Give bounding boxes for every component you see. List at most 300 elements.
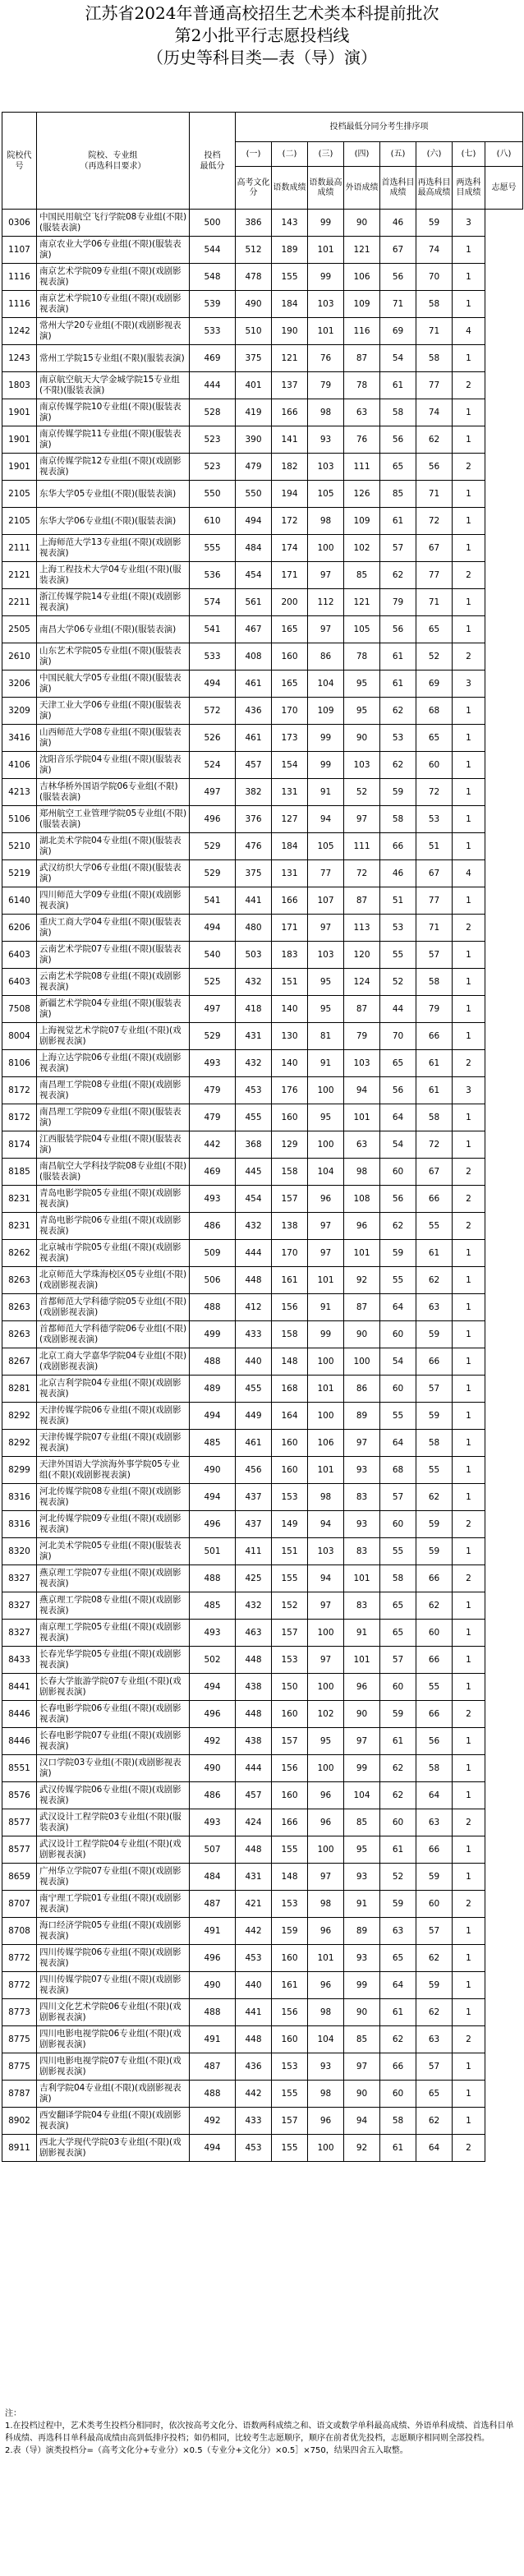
table-row xyxy=(2,996,523,1023)
cell-rank-7: 1 xyxy=(453,1538,485,1565)
cell-rank-4: 63 xyxy=(344,1131,380,1159)
table-row xyxy=(2,264,523,291)
cell-major-group: 南京农业大学06专业组(不限)(服装表演) xyxy=(37,237,190,264)
cell-rank-7: 1 xyxy=(453,1294,485,1321)
cell-major-group: 南京艺术学院10专业组(不限)(戏剧影视表演) xyxy=(37,291,190,318)
cell-rank-7: 1 xyxy=(453,2081,485,2108)
cell-rank-3: 106 xyxy=(308,1430,344,1457)
cell-rank-3: 96 xyxy=(308,1809,344,1836)
cell-rank-7: 1 xyxy=(453,1620,485,1647)
cell-rank-4: 95 xyxy=(344,670,380,698)
document-title xyxy=(0,0,524,108)
cell-rank-2: 138 xyxy=(272,1213,308,1240)
table-row xyxy=(2,1267,523,1294)
cell-rank-3: 99 xyxy=(308,1321,344,1348)
cell-rank-4: 97 xyxy=(344,1728,380,1755)
cell-min-score: 529 xyxy=(190,1023,236,1050)
cell-code: 5219 xyxy=(2,860,37,887)
cell-rank-7: 1 xyxy=(453,752,485,779)
cell-rank-6: 66 xyxy=(416,1023,453,1050)
cell-rank-7: 1 xyxy=(453,1592,485,1620)
cell-code: 7508 xyxy=(2,996,37,1023)
cell-rank-5: 46 xyxy=(380,210,416,237)
cell-major-group: 南宁理工学院01专业组(不限)(戏剧影视表演) xyxy=(37,1891,190,1918)
cell-rank-7: 1 xyxy=(453,426,485,454)
cell-rank-5: 65 xyxy=(380,1945,416,1972)
cell-code: 8316 xyxy=(2,1511,37,1538)
cell-code: 1243 xyxy=(2,345,37,372)
cell-rank-6: 56 xyxy=(416,454,453,481)
table-row xyxy=(2,399,523,426)
cell-rank-5: 54 xyxy=(380,1131,416,1159)
cell-min-score: 496 xyxy=(190,1701,236,1728)
table-row xyxy=(2,1728,523,1755)
cell-rank-2: 121 xyxy=(272,345,308,372)
cell-rank-4: 87 xyxy=(344,887,380,915)
cell-rank-2: 166 xyxy=(272,887,308,915)
cell-major-group: 南昌航空大学科技学院08专业组(不限)(服装表演) xyxy=(37,1159,190,1186)
cell-major-group: 南京艺术学院09专业组(不限)(戏剧影视表演) xyxy=(37,264,190,291)
cell-rank-2: 151 xyxy=(272,1538,308,1565)
cell-rank-7: 3 xyxy=(453,1077,485,1104)
cell-major-group: 山东艺术学院05专业组(不限)(服装表演) xyxy=(37,643,190,670)
cell-rank-6: 72 xyxy=(416,1131,453,1159)
cell-min-score: 487 xyxy=(190,1891,236,1918)
table-row xyxy=(2,698,523,725)
table-row xyxy=(2,2081,523,2108)
cell-rank-6: 57 xyxy=(416,942,453,969)
cell-min-score: 484 xyxy=(190,1864,236,1891)
cell-rank-6: 58 xyxy=(416,1430,453,1457)
cell-rank-2: 157 xyxy=(272,1620,308,1647)
cell-rank-3: 76 xyxy=(308,345,344,372)
cell-rank-7: 1 xyxy=(453,2053,485,2081)
cell-min-score: 469 xyxy=(190,1159,236,1186)
cell-code: 8299 xyxy=(2,1457,37,1484)
table-row xyxy=(2,860,523,887)
cell-rank-2: 154 xyxy=(272,752,308,779)
cell-rank-1: 437 xyxy=(236,1511,272,1538)
cell-min-score: 500 xyxy=(190,210,236,237)
cell-rank-3: 98 xyxy=(308,508,344,535)
cell-rank-4: 78 xyxy=(344,372,380,399)
cell-rank-1: 436 xyxy=(236,698,272,725)
cell-rank-1: 448 xyxy=(236,1647,272,1674)
table-row xyxy=(2,1511,523,1538)
cell-rank-2: 160 xyxy=(272,1457,308,1484)
cell-rank-7: 1 xyxy=(453,942,485,969)
notes-item-1: 1.在投档过程中，艺术类考生投档分相同时，依次按高考文化分、语数两科成绩之和、语文或数学单科最高成绩、外语单科成绩、首选科目单科成绩、再选科目单科最高成绩由高到低排序投档；如仍相同，比较考生志愿顺序，顺序在前者优先投档，志愿顺序相同则全部投档。 xyxy=(5,2422,514,2443)
cell-rank-2: 166 xyxy=(272,1809,308,1836)
cell-code: 2111 xyxy=(2,535,37,562)
cell-rank-6: 74 xyxy=(416,399,453,426)
cell-rank-5: 57 xyxy=(380,535,416,562)
cell-major-group: 中国民航大学05专业组(不限)(服装表演) xyxy=(37,670,190,698)
cell-rank-6: 68 xyxy=(416,698,453,725)
cell-rank-1: 441 xyxy=(236,1999,272,2026)
cell-min-score: 490 xyxy=(190,1755,236,1782)
cell-rank-3: 94 xyxy=(308,1565,344,1592)
cell-major-group: 首都师范大学科德学院05专业组(不限)(戏剧影视表演) xyxy=(37,1294,190,1321)
cell-rank-6: 72 xyxy=(416,508,453,535)
cell-rank-1: 401 xyxy=(236,372,272,399)
cell-rank-1: 438 xyxy=(236,1674,272,1701)
cell-min-score: 496 xyxy=(190,1945,236,1972)
cell-min-score: 610 xyxy=(190,508,236,535)
cell-rank-6: 66 xyxy=(416,1836,453,1864)
cell-min-score: 525 xyxy=(190,969,236,996)
cell-rank-4: 102 xyxy=(344,535,380,562)
cell-rank-6: 51 xyxy=(416,833,453,860)
cell-rank-5: 62 xyxy=(380,752,416,779)
cell-major-group: 长春电影学院07专业组(不限)(戏剧影视表演) xyxy=(37,1728,190,1755)
cell-rank-6: 60 xyxy=(416,752,453,779)
cell-rank-3: 109 xyxy=(308,698,344,725)
cell-rank-1: 441 xyxy=(236,887,272,915)
cell-rank-3: 77 xyxy=(308,860,344,887)
cell-min-score: 490 xyxy=(190,1972,236,1999)
cell-rank-3: 100 xyxy=(308,1077,344,1104)
cell-rank-4: 87 xyxy=(344,996,380,1023)
cell-rank-7: 1 xyxy=(453,1240,485,1267)
cell-min-score: 496 xyxy=(190,1511,236,1538)
cell-code: 8446 xyxy=(2,1701,37,1728)
cell-major-group: 云南艺术学院08专业组(不限)(戏剧影视表演) xyxy=(37,969,190,996)
cell-rank-5: 61 xyxy=(380,1728,416,1755)
cell-rank-7: 1 xyxy=(453,345,485,372)
cell-rank-7: 4 xyxy=(453,860,485,887)
cell-rank-2: 155 xyxy=(272,264,308,291)
cell-rank-5: 53 xyxy=(380,915,416,942)
header-sub-3: 语数最高成绩 xyxy=(308,167,344,210)
cell-min-score: 492 xyxy=(190,2108,236,2135)
cell-code: 8551 xyxy=(2,1755,37,1782)
cell-code: 2121 xyxy=(2,562,37,589)
cell-rank-7: 1 xyxy=(453,1321,485,1348)
cell-rank-7: 2 xyxy=(453,2135,485,2162)
table-row xyxy=(2,372,523,399)
cell-rank-5: 58 xyxy=(380,399,416,426)
cell-rank-4: 97 xyxy=(344,806,380,833)
cell-rank-5: 85 xyxy=(380,481,416,508)
cell-rank-5: 59 xyxy=(380,1891,416,1918)
cell-rank-2: 153 xyxy=(272,2053,308,2081)
cell-rank-6: 58 xyxy=(416,969,453,996)
cell-rank-6: 56 xyxy=(416,1728,453,1755)
cell-rank-5: 57 xyxy=(380,1647,416,1674)
cell-rank-7: 1 xyxy=(453,1267,485,1294)
notes-heading: 注： xyxy=(5,2409,21,2418)
cell-rank-2: 130 xyxy=(272,1023,308,1050)
cell-major-group: 天津传媒学院06专业组(不限)(戏剧影视表演) xyxy=(37,1403,190,1430)
cell-major-group: 天津传媒学院07专业组(不限)(戏剧影视表演) xyxy=(37,1430,190,1457)
cell-rank-3: 105 xyxy=(308,481,344,508)
cell-rank-7: 1 xyxy=(453,589,485,616)
cell-code: 8174 xyxy=(2,1131,37,1159)
cell-rank-5: 44 xyxy=(380,996,416,1023)
cell-rank-7: 1 xyxy=(453,969,485,996)
cell-rank-5: 79 xyxy=(380,589,416,616)
cell-min-score: 548 xyxy=(190,264,236,291)
cell-rank-3: 104 xyxy=(308,1159,344,1186)
cell-rank-4: 106 xyxy=(344,264,380,291)
cell-rank-1: 442 xyxy=(236,1918,272,1945)
cell-major-group: 四川传媒学院06专业组(不限)(戏剧影视表演) xyxy=(37,1945,190,1972)
cell-rank-7: 1 xyxy=(453,1836,485,1864)
cell-rank-7: 3 xyxy=(453,210,485,237)
title-line-2: 第2小批平行志愿投档线 xyxy=(174,25,350,45)
cell-code: 8320 xyxy=(2,1538,37,1565)
cell-rank-5: 61 xyxy=(380,1999,416,2026)
cell-rank-3: 95 xyxy=(308,1104,344,1131)
table-row xyxy=(2,915,523,942)
cell-rank-7: 1 xyxy=(453,806,485,833)
cell-rank-1: 440 xyxy=(236,1972,272,1999)
table-row xyxy=(2,887,523,915)
cell-major-group: 河北美术学院05专业组(不限)(服装表演) xyxy=(37,1538,190,1565)
cell-rank-4: 98 xyxy=(344,1159,380,1186)
cell-rank-1: 421 xyxy=(236,1891,272,1918)
cell-rank-6: 67 xyxy=(416,860,453,887)
cell-major-group: 海口经济学院05专业组(不限)(戏剧影视表演) xyxy=(37,1918,190,1945)
cell-rank-3: 97 xyxy=(308,1647,344,1674)
cell-rank-3: 95 xyxy=(308,969,344,996)
cell-rank-6: 59 xyxy=(416,1403,453,1430)
table-row xyxy=(2,1891,523,1918)
cell-rank-2: 127 xyxy=(272,806,308,833)
cell-rank-6: 66 xyxy=(416,1565,453,1592)
cell-major-group: 燕京理工学院07专业组(不限)(戏剧影视表演) xyxy=(37,1565,190,1592)
cell-rank-1: 368 xyxy=(236,1131,272,1159)
cell-rank-5: 62 xyxy=(380,1755,416,1782)
cell-rank-3: 91 xyxy=(308,1294,344,1321)
cell-rank-6: 52 xyxy=(416,643,453,670)
table-row xyxy=(2,426,523,454)
cell-rank-6: 67 xyxy=(416,1159,453,1186)
table-row xyxy=(2,508,523,535)
cell-rank-3: 99 xyxy=(308,752,344,779)
cell-rank-5: 59 xyxy=(380,1701,416,1728)
cell-rank-4: 90 xyxy=(344,1701,380,1728)
cell-rank-5: 67 xyxy=(380,237,416,264)
cell-min-score: 502 xyxy=(190,1647,236,1674)
cell-rank-2: 172 xyxy=(272,508,308,535)
cell-rank-6: 57 xyxy=(416,2053,453,2081)
cell-min-score: 493 xyxy=(190,1050,236,1077)
table-row xyxy=(2,562,523,589)
cell-rank-1: 494 xyxy=(236,508,272,535)
table-row xyxy=(2,725,523,752)
cell-rank-5: 64 xyxy=(380,1104,416,1131)
cell-rank-7: 2 xyxy=(453,643,485,670)
cell-rank-2: 157 xyxy=(272,1728,308,1755)
notes xyxy=(5,2408,521,2457)
cell-major-group: 燕京理工学院08专业组(不限)(戏剧影视表演) xyxy=(37,1592,190,1620)
cell-rank-7: 1 xyxy=(453,779,485,806)
cell-major-group: 常州大学20专业组(不限)(戏剧影视表演) xyxy=(37,318,190,345)
cell-code: 8708 xyxy=(2,1918,37,1945)
cell-major-group: 北京吉利学院04专业组(不限)(戏剧影视表演) xyxy=(37,1376,190,1403)
cell-rank-7: 2 xyxy=(453,1701,485,1728)
cell-rank-1: 455 xyxy=(236,1104,272,1131)
cell-rank-7: 1 xyxy=(453,1348,485,1376)
table-row xyxy=(2,670,523,698)
cell-rank-3: 95 xyxy=(308,1728,344,1755)
cell-rank-4: 124 xyxy=(344,969,380,996)
table-row xyxy=(2,589,523,616)
cell-rank-5: 55 xyxy=(380,942,416,969)
cell-rank-5: 60 xyxy=(380,1511,416,1538)
header-rank-7: (七) xyxy=(453,142,485,167)
cell-major-group: 江西服装学院04专业组(不限)(服装表演) xyxy=(37,1131,190,1159)
cell-rank-3: 98 xyxy=(308,1999,344,2026)
cell-code: 8787 xyxy=(2,2081,37,2108)
cell-rank-7: 1 xyxy=(453,616,485,643)
cell-rank-3: 95 xyxy=(308,996,344,1023)
table-row xyxy=(2,2135,523,2162)
cell-code: 3206 xyxy=(2,670,37,698)
cell-rank-5: 68 xyxy=(380,1457,416,1484)
header-rank-2: (二) xyxy=(272,142,308,167)
cell-rank-3: 101 xyxy=(308,1945,344,1972)
cell-rank-5: 58 xyxy=(380,2108,416,2135)
cell-major-group: 汉口学院03专业组(不限)(戏剧影视表演) xyxy=(37,1755,190,1782)
cell-rank-1: 490 xyxy=(236,291,272,318)
table-row xyxy=(2,1484,523,1511)
cell-code: 8185 xyxy=(2,1159,37,1186)
table-row xyxy=(2,1538,523,1565)
title-line-1: 江苏省2024年普通高校招生艺术类本科提前批次 xyxy=(85,3,439,23)
cell-major-group: 上海工程技术大学04专业组(不限)(服装表演) xyxy=(37,562,190,589)
cell-rank-3: 99 xyxy=(308,264,344,291)
cell-rank-1: 432 xyxy=(236,969,272,996)
cell-rank-6: 53 xyxy=(416,806,453,833)
cell-min-score: 499 xyxy=(190,1321,236,1348)
cell-rank-7: 1 xyxy=(453,833,485,860)
cell-rank-1: 510 xyxy=(236,318,272,345)
cell-code: 2610 xyxy=(2,643,37,670)
cell-rank-4: 90 xyxy=(344,1321,380,1348)
cell-rank-2: 153 xyxy=(272,1891,308,1918)
header-rank-5: (五) xyxy=(380,142,416,167)
cell-code: 5106 xyxy=(2,806,37,833)
cell-rank-1: 433 xyxy=(236,2108,272,2135)
cell-rank-1: 503 xyxy=(236,942,272,969)
cell-rank-4: 121 xyxy=(344,589,380,616)
header-sub-8: 志愿号 xyxy=(485,167,523,210)
cell-rank-2: 161 xyxy=(272,1267,308,1294)
cell-rank-4: 101 xyxy=(344,1647,380,1674)
table-row xyxy=(2,1918,523,1945)
cell-rank-2: 157 xyxy=(272,1186,308,1213)
cell-rank-3: 96 xyxy=(308,1186,344,1213)
cell-rank-1: 376 xyxy=(236,806,272,833)
cell-rank-2: 148 xyxy=(272,1348,308,1376)
cell-rank-7: 1 xyxy=(453,399,485,426)
cell-code: 8773 xyxy=(2,1999,37,2026)
header-sub-6: 再选科目最高成绩 xyxy=(416,167,453,210)
cell-rank-2: 131 xyxy=(272,779,308,806)
cell-min-score: 536 xyxy=(190,562,236,589)
cell-rank-7: 2 xyxy=(453,1213,485,1240)
cell-code: 1242 xyxy=(2,318,37,345)
cell-min-score: 529 xyxy=(190,860,236,887)
cell-rank-2: 160 xyxy=(272,1782,308,1809)
cell-rank-4: 85 xyxy=(344,1809,380,1836)
cell-major-group: 河北传媒学院08专业组(不限)(戏剧影视表演) xyxy=(37,1484,190,1511)
cell-major-group: 南京传媒学院12专业组(不限)(戏剧影视表演) xyxy=(37,454,190,481)
cell-rank-7: 2 xyxy=(453,454,485,481)
cell-rank-2: 155 xyxy=(272,2135,308,2162)
cell-code: 8577 xyxy=(2,1809,37,1836)
cell-major-group: 四川传媒学院07专业组(不限)(戏剧影视表演) xyxy=(37,1972,190,1999)
cell-rank-1: 432 xyxy=(236,1213,272,1240)
cell-rank-4: 87 xyxy=(344,345,380,372)
cell-rank-2: 158 xyxy=(272,1321,308,1348)
cell-major-group: 天津工业大学06专业组(不限)(服装表演) xyxy=(37,698,190,725)
header-rank-8: (八) xyxy=(485,142,523,167)
cell-rank-2: 155 xyxy=(272,1565,308,1592)
cell-rank-3: 93 xyxy=(308,426,344,454)
cell-min-score: 539 xyxy=(190,291,236,318)
table-row xyxy=(2,1457,523,1484)
cell-rank-5: 69 xyxy=(380,318,416,345)
cell-major-group: 长春电影学院06专业组(不限)(戏剧影视表演) xyxy=(37,1701,190,1728)
cell-major-group: 青岛电影学院05专业组(不限)(戏剧影视表演) xyxy=(37,1186,190,1213)
cell-code: 8911 xyxy=(2,2135,37,2162)
cell-rank-5: 64 xyxy=(380,1972,416,1999)
cell-rank-7: 2 xyxy=(453,1809,485,1836)
table-row xyxy=(2,1131,523,1159)
cell-code: 4213 xyxy=(2,779,37,806)
cell-major-group: 重庆工商大学04专业组(不限)(服装表演) xyxy=(37,915,190,942)
cell-rank-1: 448 xyxy=(236,1701,272,1728)
cell-rank-7: 1 xyxy=(453,1674,485,1701)
cell-rank-5: 52 xyxy=(380,969,416,996)
cell-rank-6: 65 xyxy=(416,2081,453,2108)
cell-rank-1: 476 xyxy=(236,833,272,860)
cell-rank-4: 111 xyxy=(344,833,380,860)
cell-rank-5: 62 xyxy=(380,2026,416,2053)
cell-rank-7: 1 xyxy=(453,291,485,318)
cell-rank-4: 108 xyxy=(344,1186,380,1213)
cell-major-group: 北京城市学院05专业组(不限)(戏剧影视表演) xyxy=(37,1240,190,1267)
cell-rank-3: 100 xyxy=(308,1836,344,1864)
cell-rank-5: 56 xyxy=(380,1077,416,1104)
cell-min-score: 488 xyxy=(190,1294,236,1321)
cell-rank-6: 55 xyxy=(416,1213,453,1240)
cell-rank-7: 1 xyxy=(453,1918,485,1945)
cell-rank-3: 97 xyxy=(308,616,344,643)
cell-min-score: 489 xyxy=(190,1376,236,1403)
cell-rank-6: 69 xyxy=(416,670,453,698)
cell-rank-7: 1 xyxy=(453,1999,485,2026)
cell-rank-6: 62 xyxy=(416,426,453,454)
cell-code: 8327 xyxy=(2,1565,37,1592)
cell-major-group: 长春大学旅游学院07专业组(不限)(戏剧影视表演) xyxy=(37,1674,190,1701)
cell-rank-2: 155 xyxy=(272,2081,308,2108)
cell-rank-6: 59 xyxy=(416,1321,453,1348)
cell-rank-7: 2 xyxy=(453,1159,485,1186)
cell-min-score: 572 xyxy=(190,698,236,725)
cell-rank-1: 440 xyxy=(236,1348,272,1376)
cell-rank-3: 91 xyxy=(308,779,344,806)
cell-rank-1: 454 xyxy=(236,562,272,589)
cell-rank-1: 456 xyxy=(236,1457,272,1484)
cell-min-score: 493 xyxy=(190,1620,236,1647)
cell-min-score: 479 xyxy=(190,1077,236,1104)
cell-code: 3416 xyxy=(2,725,37,752)
